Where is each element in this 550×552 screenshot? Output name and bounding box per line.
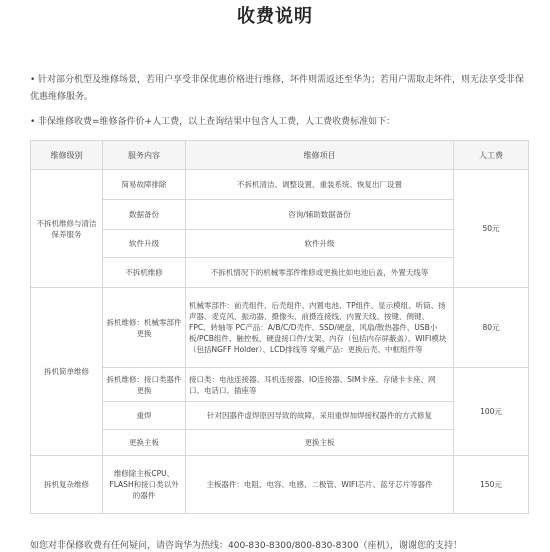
table-row [31, 288, 529, 368]
items-cell: 不拆机情况下的机械零部件维修或更换比如电池后盖，外置天线等 [186, 258, 454, 288]
header-level: 维修级别 [31, 141, 103, 170]
fee-cell: 100元 [454, 368, 529, 456]
header-fee: 人工费 [454, 141, 529, 170]
items-cell: 主板器件：电阻、电容、电感、二极管、WIFI芯片、蓝牙芯片等器件 [186, 456, 454, 514]
service-cell: 软件升级 [103, 230, 186, 258]
level-cell: 不拆机维修与清洁保养服务 [31, 170, 103, 288]
items-cell: 针对因器件虚焊原因导致的故障，采用重焊加焊接权器件的方式修复 [186, 402, 454, 430]
note-text: 针对部分机型及维修场景，若用户享受非保优惠价格进行维修，坏件则需返还至华为；若用户需取走坏件，则无法享受非保优惠维修服务。 [30, 75, 525, 102]
table-row [31, 456, 529, 514]
service-cell: 数据备份 [103, 200, 186, 230]
table-row [31, 368, 529, 402]
service-cell: 拆机维修：机械零部件更换 [103, 288, 186, 368]
service-cell: 不拆机维修 [103, 258, 186, 288]
bullet-icon: • [30, 117, 36, 127]
table-header-row [31, 141, 529, 170]
items-cell: 接口类：电池连接器、耳机连接器、IO连接器、SIM卡座、存储卡卡座、网口、电话口、插座等 [186, 368, 454, 402]
service-cell: 简易故障排除 [103, 170, 186, 200]
table-row [31, 170, 529, 200]
page-title: 收费说明 [237, 6, 313, 27]
service-cell: 重焊 [103, 402, 186, 430]
items-cell: 咨询/辅助数据备份 [186, 200, 454, 230]
items-cell: 机械零部件：前壳组件、后壳组件、内置电池、TP组件、显示模组、听筒、扬声器、麦克风、振动器、摄像头、前摄连接线、内置天线、按键、侧键、FPC、转轴等 PC产品：A/B/C/D壳件、SSD/硬盘、风扇/散热器件、USB小板/PCB组件、触控板、硬盘接口件/支架、内存（包括内存屏蔽盖）、WIFI模块（包括NGFF Holder）、LCD排线等 穿戴产品：更换后壳、中框组件等 [186, 288, 454, 368]
level-cell: 拆机简单维修 [31, 288, 103, 456]
header-items: 维修项目 [186, 141, 454, 170]
header-service: 服务内容 [103, 141, 186, 170]
items-cell: 软件升级 [186, 230, 454, 258]
fee-cell: 150元 [454, 456, 529, 514]
fee-table [30, 140, 529, 514]
service-cell: 维修除主板CPU、FLASH和接口类以外的器件 [103, 456, 186, 514]
note-text: 非保维修收费=维修备件价+人工费，以上查询结果中包含人工费，人工费收费标准如下： [38, 117, 396, 127]
note-fee-formula [30, 114, 530, 131]
level-cell: 拆机复杂维修 [31, 456, 103, 514]
fee-cell: 50元 [454, 170, 529, 288]
footer-note: 如您对非保修收费有任何疑问，请咨询华为热线：400-830-8300/800-830-8300（座机），谢谢您的支持！ [30, 541, 463, 551]
service-cell: 拆机维修：接口类器件更换 [103, 368, 186, 402]
fee-cell: 80元 [454, 288, 529, 368]
bullet-icon: • [30, 75, 36, 85]
note-parts-return [30, 72, 530, 106]
items-cell: 不拆机清洁、调整设置、重装系统、恢复出厂设置 [186, 170, 454, 200]
items-cell: 更换主板 [186, 430, 454, 456]
service-cell: 更换主板 [103, 430, 186, 456]
